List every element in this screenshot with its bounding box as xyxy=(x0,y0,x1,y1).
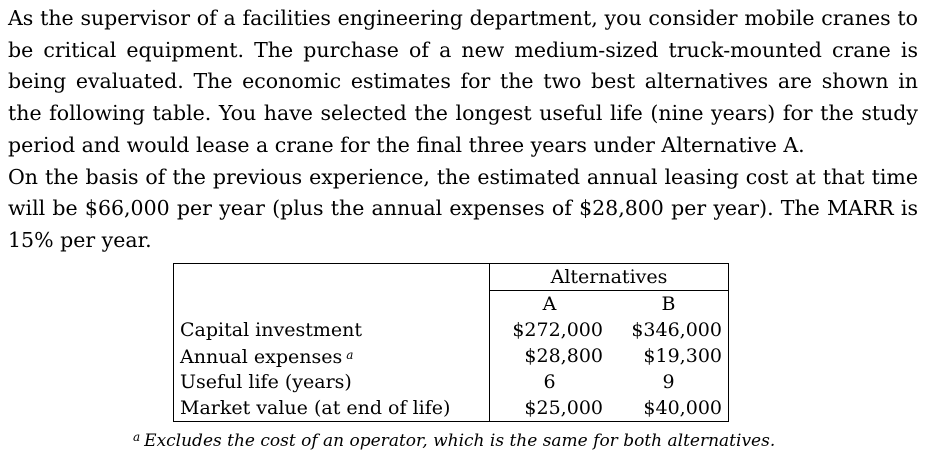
problem-statement xyxy=(8,3,918,257)
table-column-header-row xyxy=(174,291,729,318)
cell-a: 6 xyxy=(490,369,610,395)
table-row xyxy=(174,317,729,343)
footnote-marker: a xyxy=(133,430,141,444)
row-label-text: Annual expenses xyxy=(180,346,343,368)
table-corner-cell xyxy=(174,264,490,291)
row-label-text: Capital investment xyxy=(180,319,362,341)
row-label xyxy=(174,343,490,369)
cell-b: 9 xyxy=(609,369,729,395)
cell-b: $40,000 xyxy=(609,395,729,422)
row-label xyxy=(174,395,490,422)
column-header-a: A xyxy=(490,291,610,318)
cell-b: $346,000 xyxy=(609,317,729,343)
row-label-text: Market value (at end of life) xyxy=(180,397,451,419)
column-header-b: B xyxy=(609,291,729,318)
cell-b: $19,300 xyxy=(609,343,729,369)
row-label-text: Useful life (years) xyxy=(180,371,352,393)
cell-a: $28,800 xyxy=(490,343,610,369)
table-row xyxy=(174,395,729,422)
cell-a: $272,000 xyxy=(490,317,610,343)
table-group-header-row xyxy=(174,264,729,291)
row-label xyxy=(174,369,490,395)
row-label xyxy=(174,317,490,343)
footnote-text: Excludes the cost of an operator, which is the same for both alternatives. xyxy=(144,431,776,451)
problem-paragraph-2: On the basis of the previous experience, the estimated annual leasing cost at that time will be $66,000 per year (plus the annual expenses of $28,800 per year). The MARR is 15% per year. xyxy=(8,164,918,252)
table-row xyxy=(174,343,729,369)
problem-paragraph-1: As the supervisor of a facilities engineering department, you consider mobile cranes to be critical equipment. The purchase of a new medium-sized truck-mounted crane is being evaluated. The economic estimates for the two best alternatives are shown in the following table. You have selected the longest useful life (nine years) for the study period and would lease a crane for the final three years under Alternative A. xyxy=(8,6,918,157)
alternatives-table xyxy=(173,263,729,422)
footnote-marker: a xyxy=(346,348,354,362)
table-corner-cell-lower xyxy=(174,291,490,318)
table-footnote xyxy=(133,426,775,452)
alternatives-header: Alternatives xyxy=(490,264,729,291)
table-row xyxy=(174,369,729,395)
cell-a: $25,000 xyxy=(490,395,610,422)
